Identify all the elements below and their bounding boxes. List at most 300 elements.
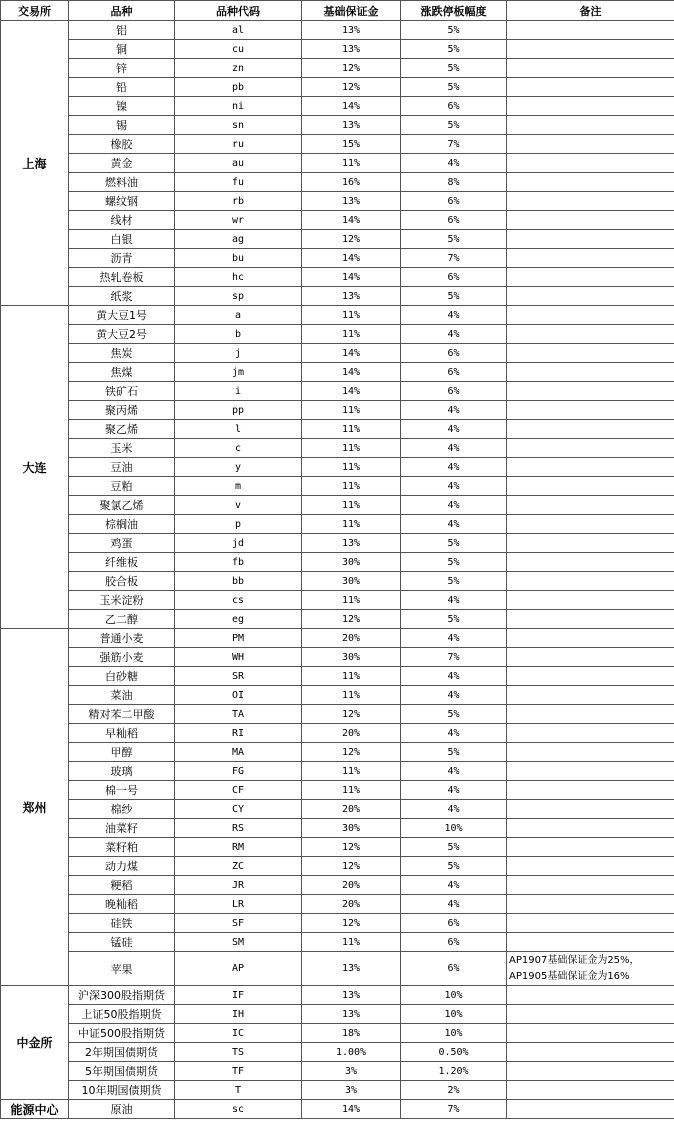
product-code-cell: au xyxy=(175,154,302,173)
product-name-cell: 黄大豆2号 xyxy=(69,325,175,344)
note-cell xyxy=(507,781,674,800)
product-name-cell: 棉纱 xyxy=(69,800,175,819)
product-name-cell: 铁矿石 xyxy=(69,382,175,401)
price-limit-cell: 4% xyxy=(401,876,507,895)
product-name-cell: 沥青 xyxy=(69,249,175,268)
product-code-cell: SR xyxy=(175,667,302,686)
price-limit-cell: 6% xyxy=(401,914,507,933)
note-cell xyxy=(507,1024,674,1043)
note-cell xyxy=(507,648,674,667)
product-name-cell: 聚氯乙烯 xyxy=(69,496,175,515)
product-name-cell: 精对苯二甲酸 xyxy=(69,705,175,724)
note-cell xyxy=(507,116,674,135)
base-margin-cell: 11% xyxy=(302,515,401,534)
price-limit-cell: 5% xyxy=(401,230,507,249)
header-margin: 基础保证金 xyxy=(302,1,401,21)
table-row xyxy=(1,135,674,154)
note-cell xyxy=(507,629,674,648)
note-cell xyxy=(507,211,674,230)
table-row xyxy=(1,857,674,876)
product-code-cell: v xyxy=(175,496,302,515)
base-margin-cell: 14% xyxy=(302,97,401,116)
table-row xyxy=(1,40,674,59)
table-row xyxy=(1,230,674,249)
price-limit-cell: 5% xyxy=(401,610,507,629)
product-code-cell: m xyxy=(175,477,302,496)
product-name-cell: 粳稻 xyxy=(69,876,175,895)
product-name-cell: 线材 xyxy=(69,211,175,230)
price-limit-cell: 6% xyxy=(401,211,507,230)
header-row xyxy=(1,1,674,21)
product-name-cell: 晚籼稻 xyxy=(69,895,175,914)
base-margin-cell: 13% xyxy=(302,287,401,306)
table-row xyxy=(1,819,674,838)
table-row xyxy=(1,477,674,496)
table-row xyxy=(1,591,674,610)
price-limit-cell: 4% xyxy=(401,895,507,914)
note-cell xyxy=(507,382,674,401)
product-code-cell: OI xyxy=(175,686,302,705)
product-name-cell: 菜油 xyxy=(69,686,175,705)
price-limit-cell: 4% xyxy=(401,781,507,800)
product-code-cell: RI xyxy=(175,724,302,743)
base-margin-cell: 12% xyxy=(302,78,401,97)
table-row xyxy=(1,1081,674,1100)
note-cell xyxy=(507,986,674,1005)
note-cell xyxy=(507,572,674,591)
exchange-cell: 中金所 xyxy=(1,986,69,1100)
table-row xyxy=(1,59,674,78)
product-name-cell: 沪深300股指期货 xyxy=(69,986,175,1005)
product-code-cell: wr xyxy=(175,211,302,230)
product-code-cell: fb xyxy=(175,553,302,572)
product-name-cell: 锰硅 xyxy=(69,933,175,952)
table-row xyxy=(1,914,674,933)
product-code-cell: a xyxy=(175,306,302,325)
price-limit-cell: 5% xyxy=(401,553,507,572)
price-limit-cell: 4% xyxy=(401,762,507,781)
table-row xyxy=(1,952,674,986)
base-margin-cell: 11% xyxy=(302,420,401,439)
price-limit-cell: 5% xyxy=(401,743,507,762)
table-row xyxy=(1,705,674,724)
price-limit-cell: 7% xyxy=(401,648,507,667)
table-row xyxy=(1,325,674,344)
note-cell xyxy=(507,667,674,686)
product-name-cell: 铝 xyxy=(69,21,175,40)
product-code-cell: l xyxy=(175,420,302,439)
product-code-cell: RS xyxy=(175,819,302,838)
base-margin-cell: 15% xyxy=(302,135,401,154)
note-cell xyxy=(507,686,674,705)
note-cell xyxy=(507,268,674,287)
base-margin-cell: 11% xyxy=(302,933,401,952)
price-limit-cell: 5% xyxy=(401,116,507,135)
price-limit-cell: 4% xyxy=(401,515,507,534)
product-name-cell: 焦炭 xyxy=(69,344,175,363)
base-margin-cell: 12% xyxy=(302,743,401,762)
product-name-cell: 白银 xyxy=(69,230,175,249)
product-name-cell: 菜籽粕 xyxy=(69,838,175,857)
product-code-cell: eg xyxy=(175,610,302,629)
price-limit-cell: 7% xyxy=(401,1100,507,1119)
price-limit-cell: 4% xyxy=(401,629,507,648)
base-margin-cell: 12% xyxy=(302,610,401,629)
product-code-cell: bb xyxy=(175,572,302,591)
price-limit-cell: 4% xyxy=(401,591,507,610)
product-name-cell: 黄金 xyxy=(69,154,175,173)
table-row xyxy=(1,743,674,762)
table-row xyxy=(1,686,674,705)
price-limit-cell: 1.20% xyxy=(401,1062,507,1081)
product-code-cell: IF xyxy=(175,986,302,1005)
base-margin-cell: 11% xyxy=(302,667,401,686)
base-margin-cell: 12% xyxy=(302,838,401,857)
price-limit-cell: 10% xyxy=(401,1005,507,1024)
table-row xyxy=(1,800,674,819)
note-cell xyxy=(507,173,674,192)
base-margin-cell: 20% xyxy=(302,724,401,743)
base-margin-cell: 11% xyxy=(302,401,401,420)
base-margin-cell: 12% xyxy=(302,705,401,724)
product-code-cell: JR xyxy=(175,876,302,895)
product-code-cell: WH xyxy=(175,648,302,667)
table-row xyxy=(1,439,674,458)
exchange-cell: 大连 xyxy=(1,306,69,629)
product-name-cell: 胶合板 xyxy=(69,572,175,591)
base-margin-cell: 1.00% xyxy=(302,1043,401,1062)
product-name-cell: 聚乙烯 xyxy=(69,420,175,439)
product-name-cell: 热轧卷板 xyxy=(69,268,175,287)
base-margin-cell: 11% xyxy=(302,325,401,344)
price-limit-cell: 4% xyxy=(401,154,507,173)
product-name-cell: 豆油 xyxy=(69,458,175,477)
price-limit-cell: 7% xyxy=(401,249,507,268)
note-cell xyxy=(507,895,674,914)
product-name-cell: 上证50股指期货 xyxy=(69,1005,175,1024)
table-row xyxy=(1,895,674,914)
base-margin-cell: 13% xyxy=(302,116,401,135)
base-margin-cell: 30% xyxy=(302,819,401,838)
price-limit-cell: 4% xyxy=(401,420,507,439)
base-margin-cell: 12% xyxy=(302,59,401,78)
table-row xyxy=(1,1043,674,1062)
product-code-cell: rb xyxy=(175,192,302,211)
table-row xyxy=(1,876,674,895)
header-code: 品种代码 xyxy=(175,1,302,21)
table-row xyxy=(1,363,674,382)
price-limit-cell: 4% xyxy=(401,477,507,496)
product-name-cell: 黄大豆1号 xyxy=(69,306,175,325)
product-name-cell: 燃料油 xyxy=(69,173,175,192)
price-limit-cell: 4% xyxy=(401,800,507,819)
product-code-cell: pb xyxy=(175,78,302,97)
product-code-cell: SF xyxy=(175,914,302,933)
product-name-cell: 橡胶 xyxy=(69,135,175,154)
price-limit-cell: 6% xyxy=(401,344,507,363)
price-limit-cell: 4% xyxy=(401,686,507,705)
product-code-cell: CY xyxy=(175,800,302,819)
table-row xyxy=(1,116,674,135)
price-limit-cell: 4% xyxy=(401,667,507,686)
product-name-cell: 油菜籽 xyxy=(69,819,175,838)
header-product: 品种 xyxy=(69,1,175,21)
product-code-cell: p xyxy=(175,515,302,534)
table-row xyxy=(1,572,674,591)
product-name-cell: 铅 xyxy=(69,78,175,97)
table-row xyxy=(1,534,674,553)
price-limit-cell: 4% xyxy=(401,458,507,477)
price-limit-cell: 6% xyxy=(401,952,507,986)
product-code-cell: b xyxy=(175,325,302,344)
note-cell xyxy=(507,724,674,743)
table-row xyxy=(1,344,674,363)
product-name-cell: 原油 xyxy=(69,1100,175,1119)
table-row xyxy=(1,211,674,230)
product-code-cell: IH xyxy=(175,1005,302,1024)
price-limit-cell: 7% xyxy=(401,135,507,154)
header-exchange: 交易所 xyxy=(1,1,69,21)
note-cell xyxy=(507,78,674,97)
exchange-cell: 能源中心 xyxy=(1,1100,69,1119)
base-margin-cell: 20% xyxy=(302,876,401,895)
product-code-cell: sc xyxy=(175,1100,302,1119)
note-cell xyxy=(507,876,674,895)
note-cell xyxy=(507,705,674,724)
base-margin-cell: 12% xyxy=(302,914,401,933)
price-limit-cell: 10% xyxy=(401,1024,507,1043)
note-cell xyxy=(507,97,674,116)
price-limit-cell: 5% xyxy=(401,572,507,591)
product-name-cell: 棕榈油 xyxy=(69,515,175,534)
price-limit-cell: 4% xyxy=(401,496,507,515)
table-row xyxy=(1,986,674,1005)
product-code-cell: bu xyxy=(175,249,302,268)
product-code-cell: T xyxy=(175,1081,302,1100)
base-margin-cell: 20% xyxy=(302,629,401,648)
table-row xyxy=(1,154,674,173)
price-limit-cell: 5% xyxy=(401,705,507,724)
product-name-cell: 2年期国债期货 xyxy=(69,1043,175,1062)
table-row xyxy=(1,1024,674,1043)
price-limit-cell: 6% xyxy=(401,268,507,287)
table-row xyxy=(1,724,674,743)
product-name-cell: 铜 xyxy=(69,40,175,59)
product-code-cell: ag xyxy=(175,230,302,249)
product-code-cell: sn xyxy=(175,116,302,135)
table-row xyxy=(1,382,674,401)
table-row xyxy=(1,306,674,325)
note-cell xyxy=(507,762,674,781)
table-row xyxy=(1,515,674,534)
note-cell xyxy=(507,857,674,876)
product-name-cell: 白砂糖 xyxy=(69,667,175,686)
base-margin-cell: 20% xyxy=(302,800,401,819)
price-limit-cell: 8% xyxy=(401,173,507,192)
product-code-cell: ni xyxy=(175,97,302,116)
note-cell xyxy=(507,515,674,534)
product-name-cell: 镍 xyxy=(69,97,175,116)
price-limit-cell: 5% xyxy=(401,838,507,857)
table-row xyxy=(1,629,674,648)
note-cell xyxy=(507,800,674,819)
base-margin-cell: 14% xyxy=(302,1100,401,1119)
header-note: 备注 xyxy=(507,1,674,21)
product-name-cell: 聚丙烯 xyxy=(69,401,175,420)
table-row xyxy=(1,401,674,420)
table-row xyxy=(1,420,674,439)
product-code-cell: SM xyxy=(175,933,302,952)
note-cell xyxy=(507,458,674,477)
note-cell xyxy=(507,1100,674,1119)
product-name-cell: 苹果 xyxy=(69,952,175,986)
product-name-cell: 锌 xyxy=(69,59,175,78)
base-margin-cell: 11% xyxy=(302,496,401,515)
product-code-cell: zn xyxy=(175,59,302,78)
price-limit-cell: 5% xyxy=(401,78,507,97)
note-cell xyxy=(507,534,674,553)
table-row xyxy=(1,458,674,477)
product-code-cell: pp xyxy=(175,401,302,420)
note-cell xyxy=(507,933,674,952)
product-name-cell: 焦煤 xyxy=(69,363,175,382)
base-margin-cell: 14% xyxy=(302,344,401,363)
note-cell xyxy=(507,610,674,629)
product-code-cell: cs xyxy=(175,591,302,610)
base-margin-cell: 11% xyxy=(302,477,401,496)
exchange-cell: 郑州 xyxy=(1,629,69,986)
table-row xyxy=(1,496,674,515)
price-limit-cell: 4% xyxy=(401,306,507,325)
product-name-cell: 玻璃 xyxy=(69,762,175,781)
base-margin-cell: 14% xyxy=(302,363,401,382)
base-margin-cell: 3% xyxy=(302,1062,401,1081)
price-limit-cell: 6% xyxy=(401,192,507,211)
note-cell xyxy=(507,192,674,211)
product-code-cell: CF xyxy=(175,781,302,800)
product-code-cell: jm xyxy=(175,363,302,382)
note-cell xyxy=(507,344,674,363)
base-margin-cell: 13% xyxy=(302,986,401,1005)
product-name-cell: 纸浆 xyxy=(69,287,175,306)
product-code-cell: y xyxy=(175,458,302,477)
price-limit-cell: 10% xyxy=(401,819,507,838)
table-row xyxy=(1,268,674,287)
price-limit-cell: 5% xyxy=(401,287,507,306)
note-cell xyxy=(507,325,674,344)
base-margin-cell: 13% xyxy=(302,1005,401,1024)
table-row xyxy=(1,1100,674,1119)
product-code-cell: jd xyxy=(175,534,302,553)
base-margin-cell: 11% xyxy=(302,591,401,610)
table-row xyxy=(1,287,674,306)
product-name-cell: 锡 xyxy=(69,116,175,135)
exchange-cell: 上海 xyxy=(1,21,69,306)
product-code-cell: RM xyxy=(175,838,302,857)
note-cell xyxy=(507,743,674,762)
product-code-cell: j xyxy=(175,344,302,363)
product-code-cell: AP xyxy=(175,952,302,986)
price-limit-cell: 6% xyxy=(401,933,507,952)
base-margin-cell: 12% xyxy=(302,857,401,876)
product-code-cell: hc xyxy=(175,268,302,287)
table-row xyxy=(1,1062,674,1081)
base-margin-cell: 11% xyxy=(302,439,401,458)
table-row xyxy=(1,1005,674,1024)
table-row xyxy=(1,78,674,97)
table-row xyxy=(1,648,674,667)
price-limit-cell: 6% xyxy=(401,382,507,401)
price-limit-cell: 5% xyxy=(401,534,507,553)
note-cell xyxy=(507,553,674,572)
table-row xyxy=(1,21,674,40)
note-cell xyxy=(507,420,674,439)
product-name-cell: 豆粕 xyxy=(69,477,175,496)
product-code-cell: LR xyxy=(175,895,302,914)
base-margin-cell: 13% xyxy=(302,952,401,986)
base-margin-cell: 3% xyxy=(302,1081,401,1100)
price-limit-cell: 6% xyxy=(401,97,507,116)
product-code-cell: c xyxy=(175,439,302,458)
price-limit-cell: 0.50% xyxy=(401,1043,507,1062)
note-cell xyxy=(507,496,674,515)
note-cell xyxy=(507,838,674,857)
note-cell xyxy=(507,401,674,420)
base-margin-cell: 11% xyxy=(302,154,401,173)
base-margin-cell: 30% xyxy=(302,648,401,667)
product-name-cell: 玉米 xyxy=(69,439,175,458)
base-margin-cell: 14% xyxy=(302,249,401,268)
base-margin-cell: 14% xyxy=(302,382,401,401)
product-code-cell: TS xyxy=(175,1043,302,1062)
header-limit: 涨跌停板幅度 xyxy=(401,1,507,21)
product-code-cell: ru xyxy=(175,135,302,154)
note-cell xyxy=(507,591,674,610)
base-margin-cell: 14% xyxy=(302,268,401,287)
price-limit-cell: 4% xyxy=(401,325,507,344)
base-margin-cell: 18% xyxy=(302,1024,401,1043)
table-row xyxy=(1,762,674,781)
product-code-cell: TF xyxy=(175,1062,302,1081)
base-margin-cell: 12% xyxy=(302,230,401,249)
product-name-cell: 鸡蛋 xyxy=(69,534,175,553)
note-cell xyxy=(507,1005,674,1024)
table-row xyxy=(1,933,674,952)
product-name-cell: 纤维板 xyxy=(69,553,175,572)
price-limit-cell: 10% xyxy=(401,986,507,1005)
table-row xyxy=(1,173,674,192)
note-cell xyxy=(507,819,674,838)
product-code-cell: i xyxy=(175,382,302,401)
product-name-cell: 5年期国债期货 xyxy=(69,1062,175,1081)
price-limit-cell: 4% xyxy=(401,401,507,420)
price-limit-cell: 4% xyxy=(401,439,507,458)
note-cell xyxy=(507,914,674,933)
product-name-cell: 动力煤 xyxy=(69,857,175,876)
product-code-cell: MA xyxy=(175,743,302,762)
price-limit-cell: 5% xyxy=(401,59,507,78)
product-name-cell: 乙二醇 xyxy=(69,610,175,629)
base-margin-cell: 14% xyxy=(302,211,401,230)
base-margin-cell: 13% xyxy=(302,192,401,211)
base-margin-cell: 11% xyxy=(302,306,401,325)
base-margin-cell: 30% xyxy=(302,572,401,591)
table-row xyxy=(1,610,674,629)
product-code-cell: fu xyxy=(175,173,302,192)
product-code-cell: al xyxy=(175,21,302,40)
table-row xyxy=(1,781,674,800)
price-limit-cell: 5% xyxy=(401,857,507,876)
